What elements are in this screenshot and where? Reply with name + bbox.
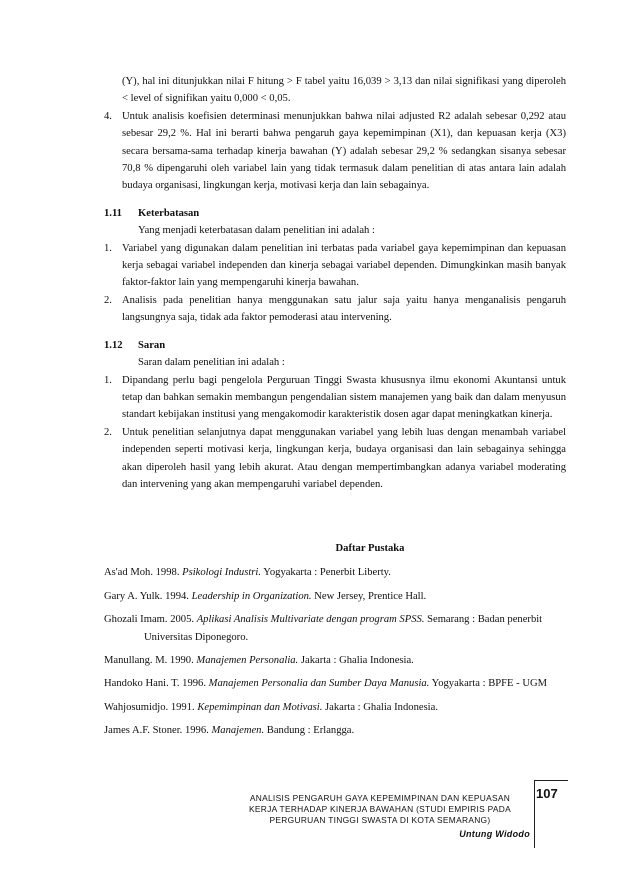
item-number: 2. <box>104 426 112 438</box>
item-text: Variabel yang digunakan dalam penelitian ini terbatas pada variabel gaya kepemimpinan dan kepuasan kerja sebagai variabel independen dan kinerja sebagai variabel dependen. Dimungkinkan masih banyak faktor-faktor lain yang mempengaruhi kinerja bawahan. <box>122 242 566 289</box>
ref-title: Manajemen. <box>211 725 265 737</box>
footer-corner-rule-vertical <box>534 780 535 848</box>
footer-title-line-3: PERGURUAN TINGGI SWASTA DI KOTA SEMARANG) <box>269 815 491 826</box>
ref-publisher: New Jersey, Prentice Hall. <box>311 590 427 602</box>
reference-item <box>104 675 566 692</box>
section-intro: Saran dalam penelitian ini adalah : <box>138 357 285 369</box>
section-title: Saran <box>138 339 166 351</box>
limitation-item-2 <box>104 292 566 327</box>
ref-title: Manajemen Personalia. <box>196 655 299 667</box>
reference-item <box>104 564 566 581</box>
footer-title-line-1: ANALISIS PENGARUH GAYA KEPEMIMPINAN DAN KEPUASAN <box>249 793 511 803</box>
reference-item <box>104 722 566 739</box>
ref-title: Leadership in Organization. <box>191 590 312 602</box>
ref-author-year: Manullang. M. 1990. <box>104 655 197 667</box>
item-text: Untuk analisis koefisien determinasi menunjukkan bahwa nilai adjusted R2 adalah sebesar 0,292 atau sebesar 29,2 %. Hal ini berarti bahwa pengaruh gaya kepemimpinan (X1), dan kepuasan kerja (X3) secara bersama-sama terhadap kinerja bawahan (Y) adalah sebesar 29,2 % sedangkan sisanya sebesar 70,8 % dipengaruhi oleh variabel lain yang tidak termasuk dalam penelitian di atas antara lain adalah budaya organisasi, lingkungan kerja, motivasi kerja dan lain sebagainya. <box>122 110 566 192</box>
reference-item <box>104 588 566 605</box>
ref-title: Psikologi Industri. <box>182 567 261 579</box>
reference-item <box>104 699 566 716</box>
item-3-continuation: (Y), hal ini ditunjukkan nilai F hitung > F tabel yaitu 16,039 > 3,13 dan nilai signifikasi yang diperoleh < level of signifikan yaitu 0,000 < 0,05. <box>122 76 566 105</box>
ref-author-year: Gary A. Yulk. 1994. <box>104 590 192 602</box>
item-text: Untuk penelitian selanjutnya dapat menggunakan variabel yang lebih luas dengan menambah variabel independen seperti motivasi kerja, lingkungan kerja, budaya organisasi dan lain sebagainya sehingga akan diperoleh hasil yang lebih akurat. Atau dengan mempertimbangkan adanya variabel moderating dan intervening yang akan mempengaruhi variabel dependen. <box>122 426 566 490</box>
item-number: 1. <box>104 242 112 254</box>
references-section <box>104 540 566 746</box>
ref-author-year: As'ad Moh. 1998. <box>104 567 183 579</box>
section-heading-keterbatasan <box>104 205 566 222</box>
section-intro: Yang menjadi keterbatasan dalam penelitian ini adalah : <box>138 225 375 237</box>
item-number: 1. <box>104 374 112 386</box>
ref-publisher: Yogyakarta : BPFE - UGM <box>429 678 548 690</box>
section-title: Keterbatasan <box>138 207 200 219</box>
references-title: Daftar Pustaka <box>335 543 405 554</box>
item-number: 2. <box>104 294 112 306</box>
section-heading-saran <box>104 337 566 354</box>
result-item-4 <box>104 108 566 195</box>
section-number: 1.12 <box>104 339 123 351</box>
footer-author: Untung Widodo <box>459 828 530 839</box>
ref-publisher: Bandung : Erlangga. <box>264 725 355 737</box>
limitation-item-1 <box>104 240 566 292</box>
reference-item <box>104 652 566 669</box>
ref-author-year: James A.F. Stoner. 1996. <box>104 725 212 737</box>
reference-item <box>104 611 566 646</box>
footer-title-line-2: KERJA TERHADAP KINERJA BAWAHAN (STUDI EMPIRIS PADA <box>249 804 511 815</box>
item-text: Dipandang perlu bagi pengelola Perguruan Tinggi Swasta khususnya ilmu ekonomi Akuntansi untuk tetap dan bahkan semakin membangun pengendalian sistem manajemen yang baik dan dalam menyusun standart kebijakan institusi yang mengakomodir karakteristik dosen agar dapat meningkatkan kinerja. <box>122 374 566 421</box>
ref-title: Kepemimpinan dan Motivasi. <box>197 701 323 713</box>
body-content <box>104 73 566 493</box>
ref-title: Aplikasi Analisis Multivariate dengan program SPSS. <box>196 614 425 626</box>
section-number: 1.11 <box>104 207 122 219</box>
running-footer <box>230 793 530 840</box>
ref-publisher: Jakarta : Ghalia Indonesia. <box>298 655 414 667</box>
ref-publisher: Yogyakarta : Penerbit Liberty. <box>261 567 391 579</box>
ref-publisher: Jakarta : Ghalia Indonesia. <box>322 701 438 713</box>
ref-author-year: Handoko Hani. T. 1996. <box>104 678 209 690</box>
item-number: 4. <box>104 110 112 122</box>
page-number: 107 <box>536 786 558 801</box>
ref-publisher: Semarang : Badan penerbit Universitas Diponegoro. <box>144 614 543 643</box>
suggestion-item-1 <box>104 372 566 424</box>
ref-author-year: Ghozali Imam. 2005. <box>104 614 197 626</box>
ref-title: Manajemen Personalia dan Sumber Daya Manusia. <box>208 678 430 690</box>
item-text: Analisis pada penelitian hanya menggunakan satu jalur saja yaitu hanya menganalisis pengaruh langsungnya saja, tidak ada faktor pemoderasi atau intervening. <box>122 294 566 324</box>
ref-author-year: Wahjosumidjo. 1991. <box>104 701 198 713</box>
footer-corner-rule-horizontal <box>534 780 568 781</box>
suggestion-item-2 <box>104 424 566 494</box>
